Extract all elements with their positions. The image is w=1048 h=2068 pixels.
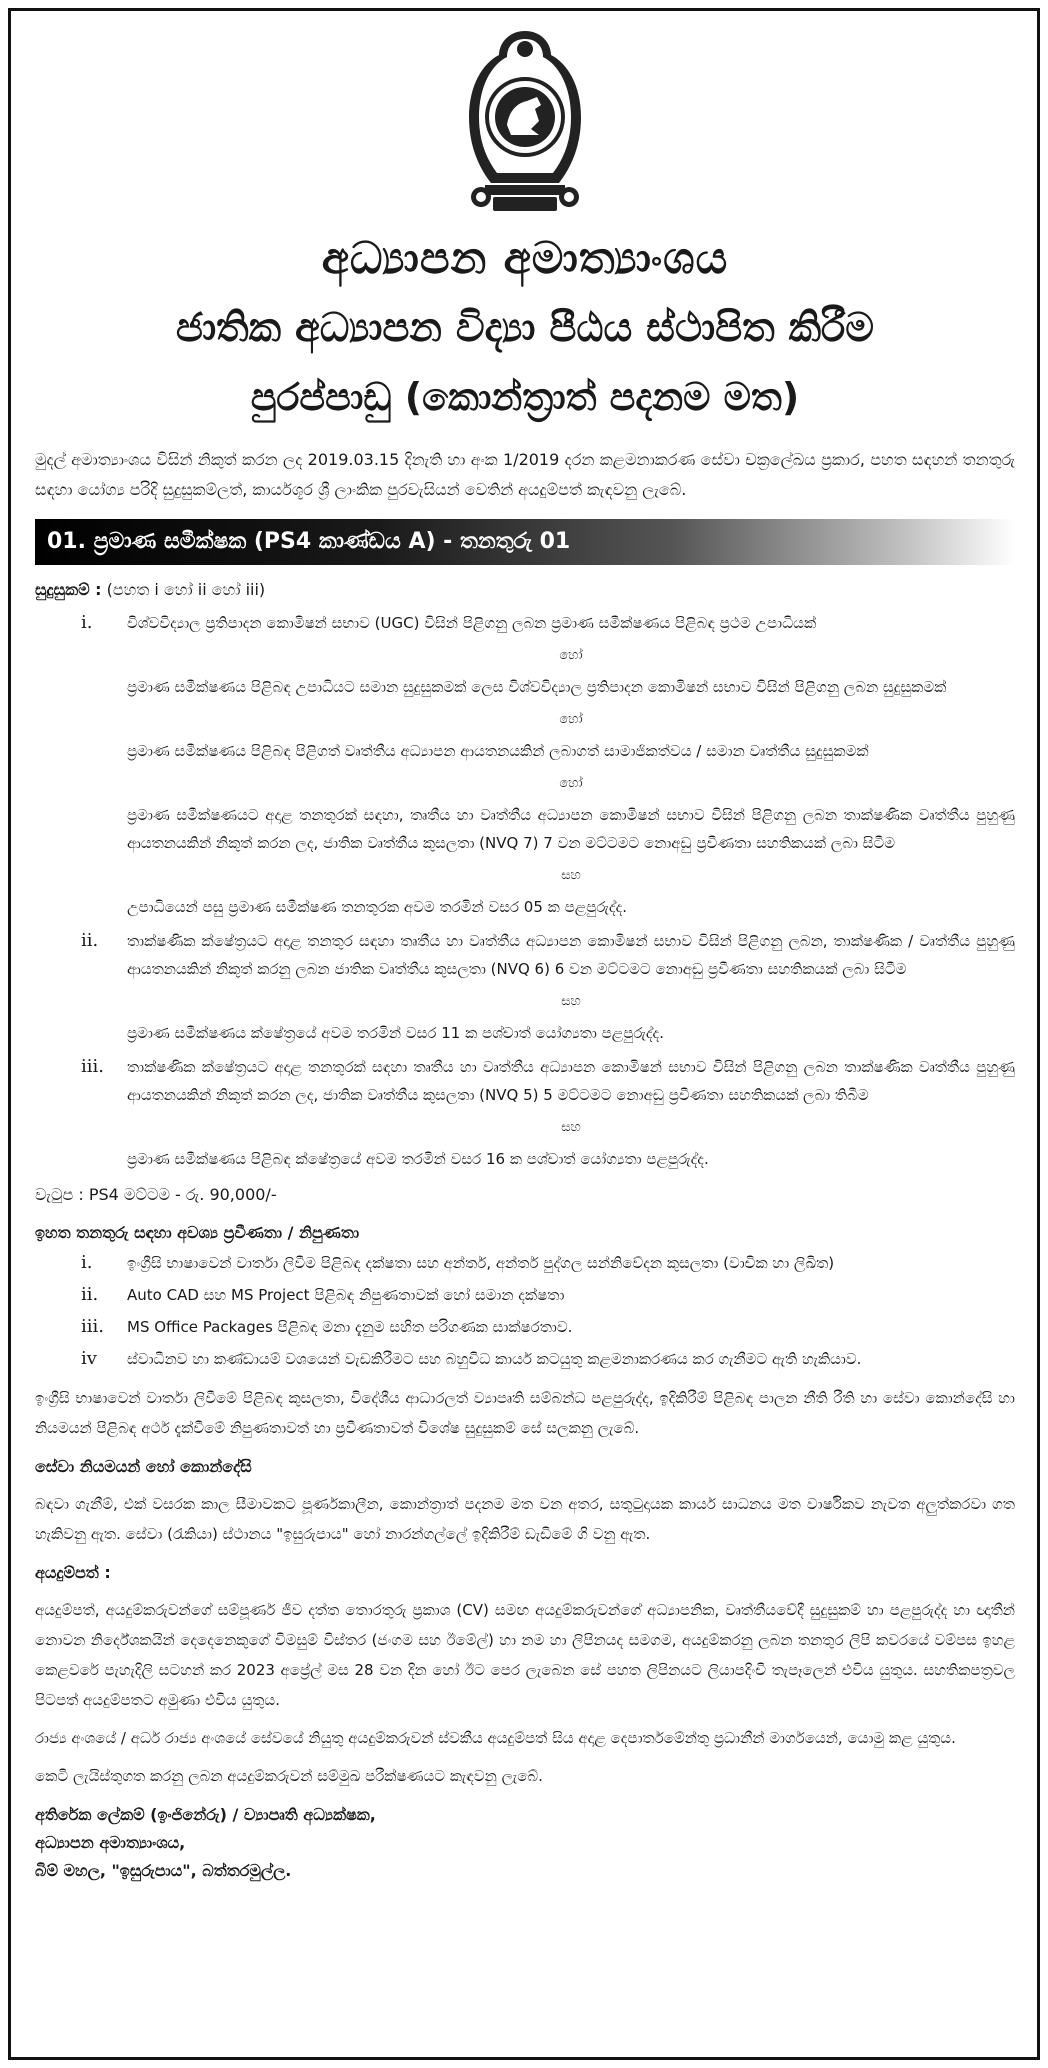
applications-text: අයදුම්පත්, අයදුම්කරුවන්ගේ සම්පූර්ණ ජීව දත්ත තොරතුරු ප්‍රකාශ (CV) සමඟ අයදුම්කරුවන්ගේ අධ්‍යාපනික, වෘත්තීයවේදී සුදුසුකම් හා පළපුරුද්ද හා ඥාතීන් නොවන නිර්දේශකයින් දෙදෙනෙකුගේ විමසුම් විස්තර (ජංගම සහ ඊමේල්) හා නම හා ලිපිනයද සමගම, අයදුම්කරනු ලබන තනතුර ලිපි කවරයේ වම්පස ඉහළ කෙළවරේ පැහැදිලි සටහන් කර 2023 අප්‍රේල් මස 28 වන දින හෝ ඊට පෙර ලැබෙන සේ පහත ලිපිනයට ලියාපදිංචි තැපෑලෙන් එවිය යුතුය. සහතිකපත්‍රවල පිටපත් අයදුම්පතට අමුණා එවිය යුතුය. bbox=[35, 1601, 1015, 1709]
signature-line: අතිරේක ලේකම් (ඉංජිනේරු) / ව්‍යාපෘති අධ්‍යක්ෂක, bbox=[35, 1805, 376, 1824]
qualifications-label: සුදුසුකම් : bbox=[35, 580, 102, 599]
signature-block bbox=[35, 1801, 1015, 1885]
intro-paragraph: මුදල් අමාත්‍යාංශය විසින් නිකුත් කරන ලද 2019.03.15 දිනැති හා අංක 1/2019 දරන කළමනාකරණ සේවා චක්‍රලේඛය ප්‍රකාර, පහත සඳහන් තනතුරු සඳහා යෝග්‍ය පරිදි සුදුසුකම්ලත්, කාර්යශූර ශ්‍රී ලාංකික පුරවැසියන් වෙතින් අයදුම්පත් කැඳවනු ලැබේ. bbox=[35, 450, 1015, 499]
separator-or: හෝ bbox=[559, 648, 583, 663]
skill-number: i. bbox=[81, 1252, 93, 1273]
qualification-item bbox=[35, 609, 1015, 921]
qualifications-heading bbox=[35, 577, 1015, 603]
qualification-text: ප්‍රමාණ සමීක්ෂණයට අදාළ තනතුරක් සඳහා, තෘතීය හා වෘත්තීය අධ්‍යාපන කොමිෂන් සභාව විසින් පිළිගනු ලබන තාක්ෂණික වෘත්තීය පුහුණු ආයතනයකින් නිකුත් කරන ලද, ජාතික වෘත්තීය කුසලතා (NVQ 7) 7 වන මට්ටමට නොඅඩු ප්‍රවීණතා සහතිකයක් ලබා සිටීම bbox=[127, 806, 1015, 852]
terms-heading: සේවා නියමයන් හෝ කොන්දේසි bbox=[35, 1457, 252, 1476]
project-title: ජාතික අධ්‍යාපන විද්‍යා පීඨය ස්ථාපිත කිරීම bbox=[175, 305, 875, 351]
skill-number: ii. bbox=[81, 1284, 99, 1305]
separator-and: සහ bbox=[561, 994, 581, 1009]
post-title-banner: 01. ප්‍රමාණ සමීක්ෂක (PS4 කාණ්ඩය A) - තනතුරු 01 bbox=[35, 519, 1015, 565]
sri-lanka-emblem-icon bbox=[455, 25, 595, 225]
applications-text: කෙටි ලැයිස්තුගත කරනු ලබන අයදුම්කරුවන් සම්මුඛ පරීක්ෂණයට කැඳවනු ලැබේ. bbox=[35, 1767, 543, 1785]
skill-number: iii. bbox=[81, 1316, 104, 1337]
skill-item bbox=[35, 1311, 1015, 1343]
qualification-number: iii. bbox=[81, 1056, 104, 1077]
applications-heading: අයදුම්පත් : bbox=[35, 1563, 111, 1582]
qualification-text: තාක්ෂණික ක්ෂේත්‍රයට අදාළ තනතුර සඳහා තෘතීය හා වෘත්තීය අධ්‍යාපන කොමිෂන් සභාව විසින් පිළිගනු ලබන, තාක්ෂණික / වෘත්තීය පුහුණු ආයතනයකින් නිකුත් කරනු ලබන ජාතික වෘත්තීය කුසලතා (NVQ 6) 6 වන මට්ටමට නොඅඩු ප්‍රවීණතා සහතිකයක් ලබා සිටීම bbox=[127, 932, 1015, 978]
signature-line: බිම් මහල, "ඉසුරුපාය", බත්තරමුල්ල. bbox=[35, 1861, 292, 1880]
qualification-number: ii. bbox=[81, 930, 99, 951]
skill-item bbox=[35, 1279, 1015, 1311]
skills-heading: ඉහත තනතුරු සඳහා අවශ්‍ය ප්‍රවීණතා / නිපුණතා bbox=[35, 1223, 360, 1242]
qualification-text: ප්‍රමාණ සමීක්ෂණය පිළිබඳ පිළිගත් වෘත්තීය අධ්‍යාපන ආයතනයකින් ලබාගත් සාමාජිකත්වය / සමාන වෘත්තීය සුදුසුකමක් bbox=[127, 742, 869, 760]
applications-text: රාජ්‍ය අංශයේ / අර්ධ රාජ්‍ය අංශයේ සේවයේ නියුතු අයදුම්කරුවන් ස්වකීය අයදුම්පත් සිය අදාළ දෙපාර්තමේන්තු ප්‍රධානීන් මාර්ගයෙන්, යොමු කළ යුතුය. bbox=[35, 1729, 956, 1747]
skill-text: MS Office Packages පිළිබඳ මනා දැනුම සහිත පරිගණක සාක්ෂරතාව. bbox=[127, 1318, 573, 1336]
qualification-item bbox=[35, 1053, 1015, 1173]
qualification-text: ප්‍රමාණ සමීක්ෂණය පිළිබඳ ක්ෂේත්‍රයේ අවම තරමින් වසර 16 ක පශ්චාත් යෝග්‍යතා පළපුරුද්ද. bbox=[127, 1150, 709, 1168]
ministry-title: අධ්‍යාපන අමාත්‍යාංශය bbox=[321, 233, 729, 284]
separator-or: හෝ bbox=[559, 776, 583, 791]
skill-text: Auto CAD සහ MS Project පිළිබඳ නිපුණතාවක් හෝ සමාන දක්ෂතා bbox=[127, 1286, 565, 1304]
special-qualifications-note: ඉංග්‍රීසි භාෂාවෙන් වාර්තා ලිවීමේ පිළිබඳ කුසලතා, විදේශීය ආධාරලත් ව්‍යාපෘති සම්බන්ධ පළපුරුද්ද, ඉදිකිරීම් පිළිබඳ පාලන නීති රීති හා සේවා කොන්දේසි හා නියමයන් පිළිබඳ අර්ථ දැක්වීමේ නිපුණතාවත් හා ප්‍රවීණතාවත් විශේෂ සුදුසුකම් සේ සලකනු ලැබේ. bbox=[35, 1389, 1015, 1437]
vacancies-title: පුරප්පාඩු (කොන්ත්‍රාත් පදනම මත) bbox=[250, 375, 800, 419]
skill-text: ස්වාධීනව හා කණ්ඩායම් වශයෙන් වැඩකිරීමට සහ බහුවිධ කාර්ය කටයුතු කළමනාකරණය කර ගැනීමට ඇති හැකියාව. bbox=[127, 1350, 862, 1368]
separator-or: හෝ bbox=[559, 712, 583, 727]
skill-item bbox=[35, 1247, 1015, 1279]
qualifications-note: (පහත i හෝ ii හෝ iii) bbox=[106, 580, 266, 599]
qualification-text: තාක්ෂණික ක්ෂේත්‍රයට අදාළ තනතුරක් සඳහා තෘතීය හා වෘත්තීය අධ්‍යාපන කොමිෂන් සභාව විසින් පිළිගනු ලබන තාක්ෂණික වෘත්තීය පුහුණු ආයතනයකින් නිකුත් කරන ලද, ජාතික වෘත්තීය කුසලතා (NVQ 5) 5 මට්ටමට නොඅඩු ප්‍රවීණතා සහතිකයක් ලබා තිබීම bbox=[127, 1058, 1015, 1104]
vacancy-notice bbox=[8, 8, 1040, 2060]
qualification-text: උපාධියෙන් පසු ප්‍රමාණ සමීක්ෂණ තනතුරක අවම තරමින් වසර 05 ක පළපුරුද්ද. bbox=[127, 898, 627, 916]
signature-line: අධ්‍යාපන අමාත්‍යාංශය, bbox=[35, 1833, 186, 1852]
skill-text: ඉංග්‍රීසි භාෂාවෙන් වාර්තා ලිවීම පිළිබඳ දක්ෂතා සහ අන්තර්, අන්තර් පුද්ගල සන්නිවේදන කුසලතා (වාචික හා ලිඛිත) bbox=[127, 1254, 835, 1272]
skill-item bbox=[35, 1343, 1015, 1375]
qualification-text: ප්‍රමාණ සමීක්ෂණය ක්ෂේත්‍රයේ අවම තරමින් වසර 11 ක පශ්චාත් යෝග්‍යතා පළපුරුද්ද. bbox=[127, 1024, 664, 1042]
qualification-number: i. bbox=[81, 612, 93, 633]
separator-and: සහ bbox=[561, 1120, 581, 1135]
qualification-text: ප්‍රමාණ සමීක්ෂණය පිළිබඳ උපාධියට සමාන සුදුසුකමක් ලෙස විශ්වවිද්‍යාල ප්‍රතිපාදන කොමිෂන් සභාව විසින් පිළිගනු ලබන සුදුසුකමක් bbox=[127, 678, 947, 696]
qualification-text: විශ්වවිද්‍යාල ප්‍රතිපාදන කොමිෂන් සභාව (UGC) විසින් පිළිගනු ලබන ප්‍රමාණ සමීක්ෂණය පිළිබඳ ප්‍රථම උපාධියක් bbox=[127, 614, 817, 632]
skill-number: iv bbox=[81, 1348, 97, 1369]
qualification-item bbox=[35, 927, 1015, 1047]
salary-line: වැටුප : PS4 මට්ටම - රු. 90,000/- bbox=[35, 1185, 277, 1204]
separator-and: සහ bbox=[561, 868, 581, 883]
terms-text: බඳවා ගැනීම්, එක් වසරක කාල සීමාවකට පූර්ණකාලීන, කොන්ත්‍රාත් පදනම මත වන අතර, සතුටුදායක කාර්ය සාධනය මත වාර්ෂිකව නැවත අලුත්කරවා ගත හැකිවනු ඇත. සේවා (රැකියා) ස්ථානය "ඉසුරුපාය" හෝ නාරන්ගල්ලේ ඉදිකිරීම් ඩැඩිමේ ගි වනු ඇත. bbox=[35, 1495, 1015, 1543]
